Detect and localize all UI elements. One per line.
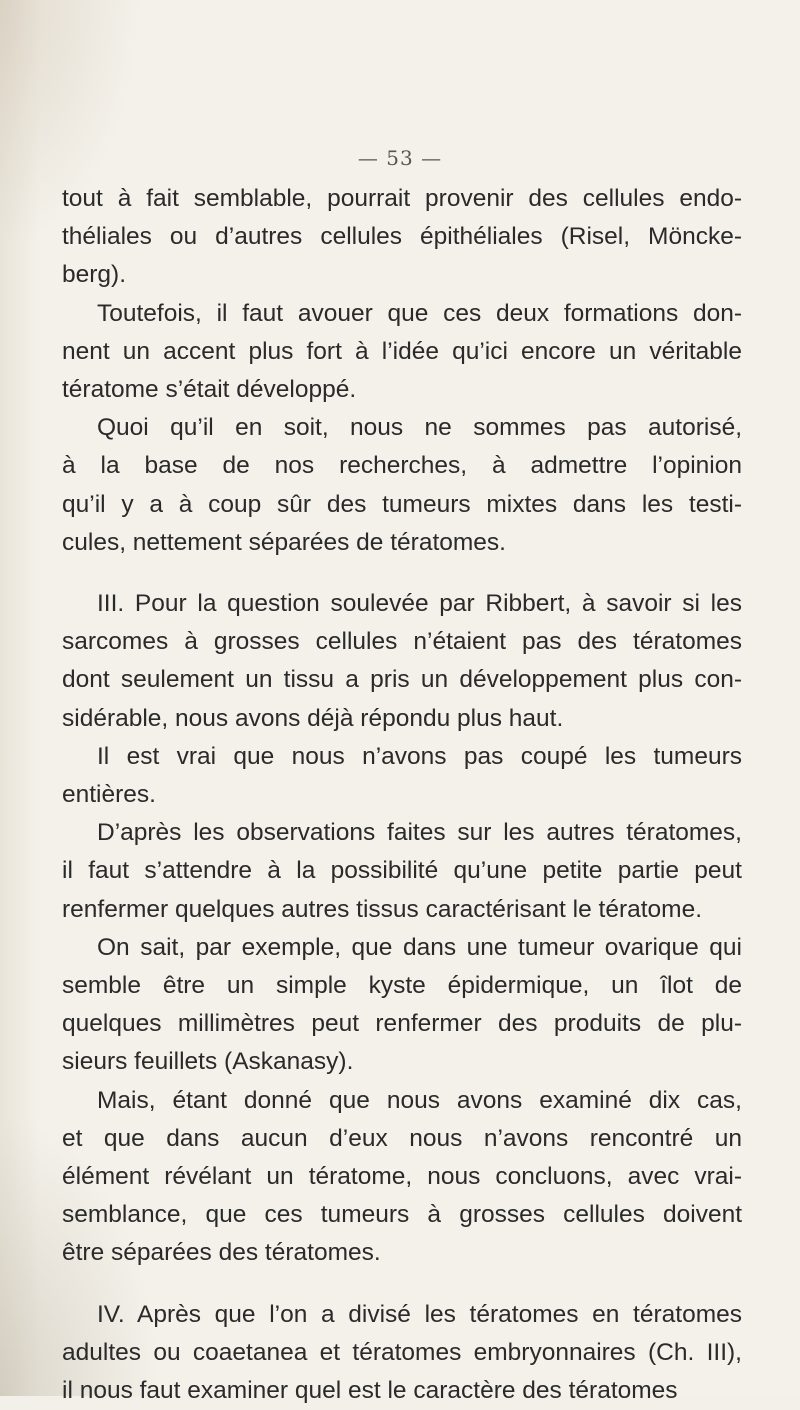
text-line: tout à fait semblable, pourrait provenir des cellules endo- — [62, 185, 742, 212]
body-text — [62, 180, 742, 1410]
text-line: semblance, que ces tumeurs à grosses cellules doivent — [62, 1201, 742, 1229]
text-line: quelques millimètres peut renfermer des produits de plu- — [62, 1010, 742, 1038]
text-line: nent un accent plus fort à l’idée qu’ici encore un véritable — [62, 337, 742, 365]
paragraph — [62, 180, 742, 295]
text-line: IV. Après que l’on a divisé les tératomes en tératomes — [97, 1300, 742, 1328]
paragraph — [62, 409, 742, 562]
text-line: III. Pour la question soulevée par Ribbert, à savoir si les — [97, 590, 742, 618]
text-line: il faut s’attendre à la possibilité qu’une petite partie peut — [62, 857, 742, 885]
text-line: renfermer quelques autres tissus caractérisant le tératome. — [62, 895, 703, 923]
text-line: sidérable, nous avons déjà répondu plus haut. — [62, 704, 564, 732]
text-line: élément révélant un tératome, nous concluons, avec vrai- — [62, 1163, 742, 1191]
page-number: — 53 — — [357, 146, 443, 170]
text-line: cules, nettement séparées de tératomes. — [62, 528, 506, 556]
text-line: sarcomes à grosses cellules n’étaient pas des tératomes — [62, 628, 742, 656]
text-line: à la base de nos recherches, à admettre l’opinion — [62, 452, 742, 480]
paragraph — [62, 1082, 742, 1273]
text-line: dont seulement un tissu a pris un développement plus con- — [62, 666, 742, 694]
text-line: D’après les observations faites sur les autres tératomes, — [97, 819, 742, 847]
text-line: et que dans aucun d’eux nous n’avons rencontré un — [62, 1124, 742, 1152]
text-line: tératome s’était développé. — [62, 376, 357, 404]
paragraph — [62, 1296, 742, 1410]
text-line: semble être un simple kyste épidermique, un îlot de — [62, 972, 742, 1000]
text-line: adultes ou coaetanea et tératomes embryonnaires (Ch. III), — [62, 1338, 742, 1366]
paragraph — [62, 295, 742, 410]
text-line: Il est vrai que nous n’avons pas coupé les tumeurs — [97, 742, 742, 770]
text-line: il nous faut examiner quel est le caractère des tératomes — [62, 1377, 678, 1405]
text-line: Mais, étant donné que nous avons examiné dix cas, — [97, 1086, 742, 1114]
paragraph — [62, 585, 742, 738]
text-line: qu’il y a à coup sûr des tumeurs mixtes dans les testi- — [62, 490, 742, 518]
text-line: être séparées des tératomes. — [62, 1239, 381, 1267]
text-line: entières. — [62, 781, 156, 809]
text-line: théliales ou d’autres cellules épithéliales (Risel, Möncke- — [62, 223, 742, 251]
paragraph — [62, 814, 742, 929]
text-line: Toutefois, il faut avouer que ces deux formations don- — [97, 299, 742, 327]
paragraph — [62, 929, 742, 1082]
text-line: sieurs feuillets (Askanasy). — [62, 1048, 354, 1076]
text-line: On sait, par exemple, que dans une tumeur ovarique qui — [97, 933, 742, 961]
text-line: berg). — [62, 261, 127, 289]
paragraph — [62, 738, 742, 814]
text-line: Quoi qu’il en soit, nous ne sommes pas autorisé, — [97, 414, 742, 442]
